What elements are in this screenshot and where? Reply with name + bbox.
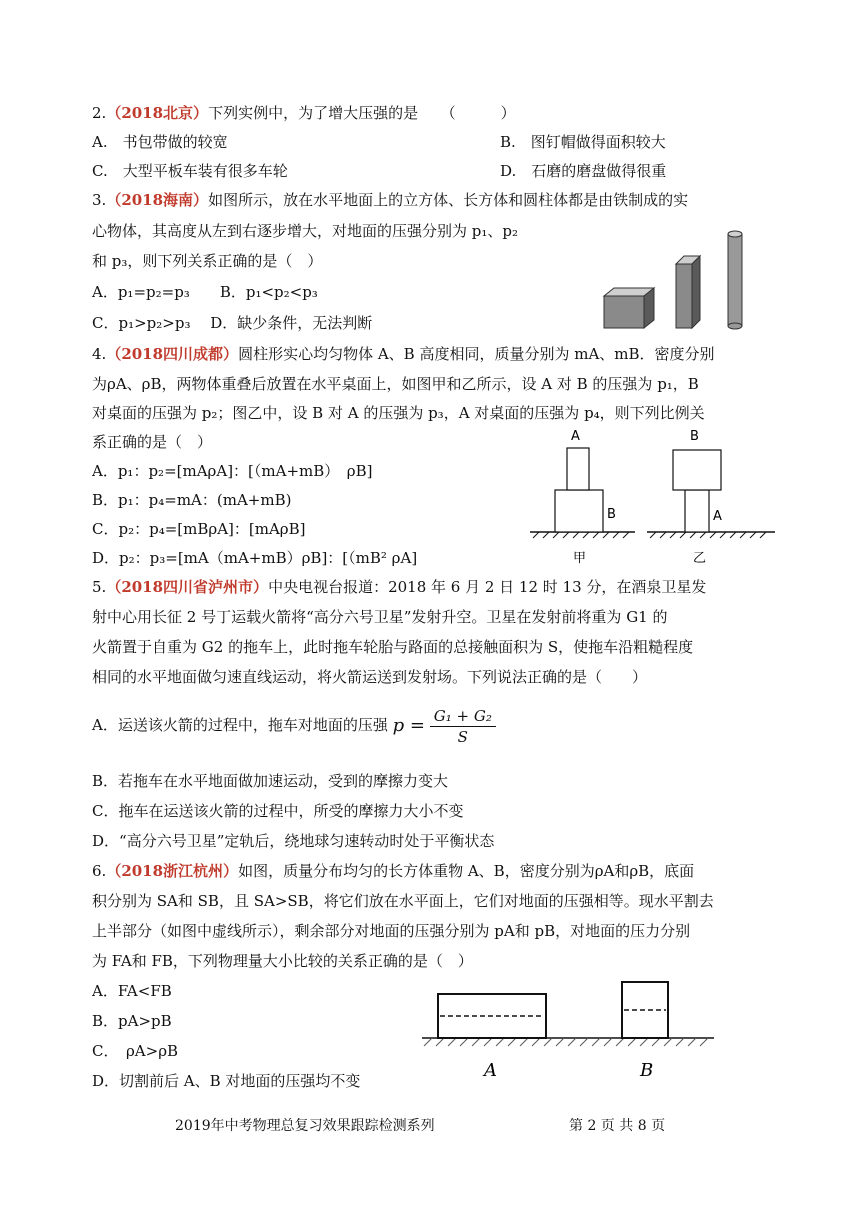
footer-page-number: 第 2 页 共 8 页 bbox=[569, 1118, 666, 1134]
q4-stem-line4: 系正确的是（ ） bbox=[92, 433, 213, 451]
q6-source: （2018浙江杭州） bbox=[106, 862, 239, 880]
q2-source: （2018北京） bbox=[106, 104, 209, 122]
q4-stem-line2: 为ρA、ρB，两物体重叠后放置在水平桌面上，如图甲和乙所示，设 A 对 B 的压强为 p₁，B bbox=[92, 375, 699, 393]
q4-fig-yi-label-b: B bbox=[690, 429, 699, 444]
q2-option-b: B. 图钉帽做得面积较大 bbox=[500, 133, 666, 151]
q5-formula-fraction bbox=[430, 706, 496, 747]
q4-stem-line1: 4.（2018四川成都）圆柱形实心均匀物体 A、B 高度相同，质量分别为 mA、mB．密度分别 bbox=[92, 345, 715, 363]
q5-option-d: D．“高分六号卫星”定轨后，绕地球匀速转动时处于平衡状态 bbox=[92, 832, 495, 850]
q4-stem-line3: 对桌面的压强为 p₂；图乙中，设 B 对 A 的压强为 p₃，A 对桌面的压强为 p₄，则下列比例关 bbox=[92, 404, 705, 422]
q3-stem-line2: 心物体，其高度从左到右逐步增大，对地面的压强分别为 p₁、p₂ bbox=[92, 222, 519, 240]
q4-fig-jia-label-b: B bbox=[607, 507, 616, 522]
q2-option-c: C. 大型平板车装有很多车轮 bbox=[92, 162, 288, 180]
q6-figure bbox=[418, 976, 718, 1086]
q5-stem-line3: 火箭置于自重为 G2 的拖车上，此时拖车轮胎与路面的总接触面积为 S，使拖车沿粗糙程度 bbox=[92, 638, 694, 656]
q4-fig-caption-jia: 甲 bbox=[573, 551, 587, 566]
q3-source: （2018海南） bbox=[106, 191, 209, 209]
q5-stem-line2: 射中心用长征 2 号丁运载火箭将“高分六号卫星”发射升空。卫星在发射前将重为 G1 的 bbox=[92, 608, 668, 626]
q4-figure bbox=[525, 420, 785, 570]
q6-fig-label-b: B bbox=[640, 1060, 654, 1081]
q5-formula-lhs: p = bbox=[392, 715, 425, 736]
q6-fig-label-a: A bbox=[484, 1060, 497, 1081]
q5-stem-line4: 相同的水平地面做匀速直线运动，将火箭运送到发射场。下列说法正确的是（ ） bbox=[92, 668, 648, 686]
q6-stem-line2: 积分别为 SA和 SB，且 SA>SB，将它们放在水平面上，它们对地面的压强相等。现水平割去 bbox=[92, 892, 714, 910]
q5-option-a: A．运送该火箭的过程中，拖车对地面的压强 p = $\frac{\text{G₁ + G₂}}{S}$ bbox=[92, 702, 496, 749]
q6-option-b: B．pA>pB bbox=[92, 1012, 172, 1030]
q3-option-ab: A．p₁=p₂=p₃ B．p₁<p₂<p₃ bbox=[92, 283, 318, 301]
q5-option-b: B．若拖车在水平地面做加速运动，受到的摩擦力变大 bbox=[92, 772, 449, 790]
q5-option-c: C．拖车在运送该火箭的过程中，所受的摩擦力大小不变 bbox=[92, 802, 464, 820]
q5-formula-numerator: G₁ + G₂ bbox=[430, 706, 496, 727]
q4-source: （2018四川成都） bbox=[106, 345, 239, 363]
q4-fig-caption-yi: 乙 bbox=[693, 551, 707, 566]
q4-option-d: D．p₂：p₃=[mA（mA+mB）ρB]：[（mB² ρA] bbox=[92, 549, 418, 567]
q3-stem-line3: 和 p₃，则下列关系正确的是（ ） bbox=[92, 252, 323, 270]
q3-stem-line1: 3.（2018海南）如图所示，放在水平地面上的立方体、长方体和圆柱体都是由铁制成的实 bbox=[92, 191, 689, 209]
q5-stem-line1: 5.（2018四川省泸州市）中央电视台报道：2018 年 6 月 2 日 12 时 13 分，在酒泉卫星发 bbox=[92, 578, 707, 596]
q4-fig-yi-label-a: A bbox=[713, 509, 722, 524]
q5-formula-denominator: S bbox=[457, 727, 468, 746]
q6-stem-line3: 上半部分（如图中虚线所示），剩余部分对地面的压强分别为 pA和 pB，对地面的压力分别 bbox=[92, 922, 691, 940]
q5-source: （2018四川省泸州市） bbox=[106, 578, 269, 596]
footer-series: 2019年中考物理总复习效果跟踪检测系列 bbox=[175, 1118, 435, 1134]
q6-stem-line4: 为 FA和 FB，下列物理量大小比较的关系正确的是（ ） bbox=[92, 952, 473, 970]
q3-option-cd: C．p₁>p₂>p₃ D．缺少条件，无法判断 bbox=[92, 314, 373, 332]
q6-stem-line1: 6.（2018浙江杭州）如图，质量分布均匀的长方体重物 A、B，密度分别为ρA和ρB，底面 bbox=[92, 862, 695, 880]
q2-option-d: D. 石磨的磨盘做得很重 bbox=[500, 162, 667, 180]
q4-option-c: C．p₂：p₄=[mBρA]：[mAρB] bbox=[92, 520, 306, 538]
q4-option-a: A．p₁：p₂=[mAρA]：[（mA+mB） ρB] bbox=[92, 462, 373, 480]
q4-fig-jia-label-a: A bbox=[571, 429, 580, 444]
q6-option-d: D．切割前后 A、B 对地面的压强均不变 bbox=[92, 1072, 361, 1090]
q2-stem: 2.（2018北京）下列实例中，为了增大压强的是 （ ） bbox=[92, 104, 516, 122]
q3-figure bbox=[596, 224, 756, 334]
q6-option-c: C． ρA>ρB bbox=[92, 1042, 179, 1060]
q6-option-a: A．FA<FB bbox=[92, 982, 172, 1000]
q2-option-a: A. 书包带做的较宽 bbox=[92, 133, 228, 151]
q4-option-b: B．p₁：p₄=mA：(mA+mB) bbox=[92, 491, 292, 509]
